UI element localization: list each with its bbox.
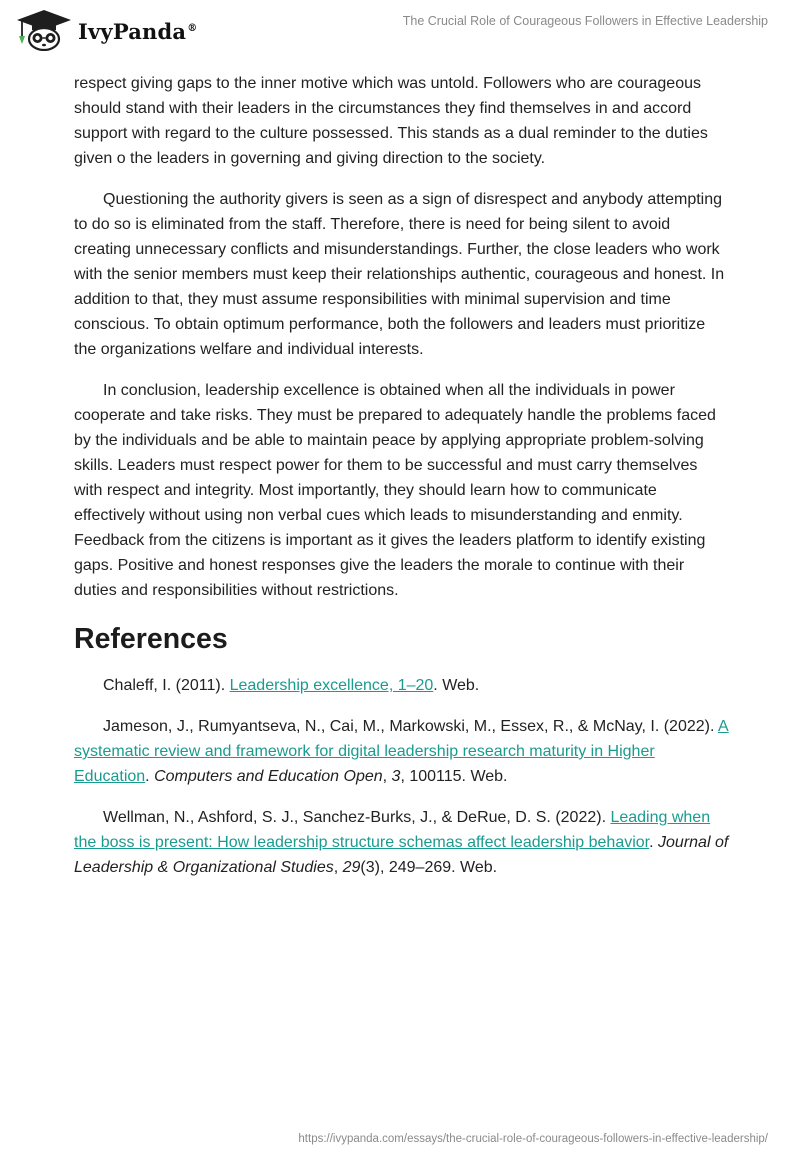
- journal-title: Journal of Leadership & Organizational Studies: [74, 834, 729, 876]
- body-paragraph: In conclusion, leadership excellence is obtained when all the individuals in power cooperate and take risks. They must be prepared to adequately handle the problems faced by the individuals and be able to maintain peace by applying appropriate problem-solving skills. Leaders must respect power for them to be successful and must carry themselves with respect and integrity. Most importantly, they should learn how to communicate effectively without using non verbal cues which leads to misunderstanding and enmity. Feedback from the citizens is important as it gives the leaders platform to identify existing gaps. Positive and honest responses give the leaders the morale to continue with their duties and responsibilities without restrictions.: [74, 382, 716, 599]
- journal-volume: 3: [391, 768, 401, 785]
- page-header: [0, 0, 800, 60]
- reference-link[interactable]: A systematic review and framework for digital leadership research maturity in Higher Education: [74, 718, 729, 785]
- reference-item: Chaleff, I. (2011). Leadership excellence, 1–20. Web.: [103, 677, 480, 694]
- reference-link[interactable]: Leading when the boss is present: How leadership structure schemas affect leadership behavior: [74, 809, 711, 851]
- source-url[interactable]: https://ivypanda.com/essays/the-crucial-role-of-courageous-followers-in-effective-leadership/: [298, 1133, 768, 1145]
- journal-title: Computers and Education Open: [154, 768, 383, 785]
- journal-volume: 29: [342, 859, 361, 876]
- panda-graduation-cap-icon: [14, 9, 74, 51]
- references-heading: References: [74, 623, 228, 655]
- reference-item: Wellman, N., Ashford, S. J., Sanchez-Burks, J., & DeRue, D. S. (2022). Leading when the boss is present: How leadership structure schemas affect leadership behavior. Journal of Leadership & Organizational Studies, 29(3), 249–269. Web.: [74, 809, 729, 876]
- brand-name: IvyPanda®: [78, 19, 198, 44]
- body-paragraph: Questioning the authority givers is seen as a sign of disrespect and anybody attempting to do so is eliminated from the staff. Therefore, there is need for being silent to avoid creating unnecessary conflicts and misunderstandings. Further, the close leaders who work with the senior members must keep their relationships authentic, courageous and honest. In addition to that, they must assume responsibilities with minimal supervision and time conscious. To obtain optimum performance, both the followers and leaders must prioritize the organizations welfare and individual interests.: [74, 191, 725, 358]
- reference-item: Jameson, J., Rumyantseva, N., Cai, M., Markowski, M., Essex, R., & McNay, I. (2022). A systematic review and framework for digital leadership research maturity in Higher Education. Computers and Education Open, 3, 100115. Web.: [74, 718, 729, 785]
- body-paragraph: respect giving gaps to the inner motive which was untold. Followers who are courageous should stand with their leaders in the circumstances they find themselves in and accord support with regard to the culture possessed. This stands as a dual reminder to the duties given o the leaders in governing and giving direction to the society.: [74, 75, 708, 167]
- running-title: The Crucial Role of Courageous Followers in Effective Leadership: [402, 14, 768, 28]
- ivypanda-logo[interactable]: [14, 9, 214, 53]
- essay-content: [74, 71, 729, 896]
- reference-link[interactable]: Leadership excellence, 1–20: [229, 677, 434, 694]
